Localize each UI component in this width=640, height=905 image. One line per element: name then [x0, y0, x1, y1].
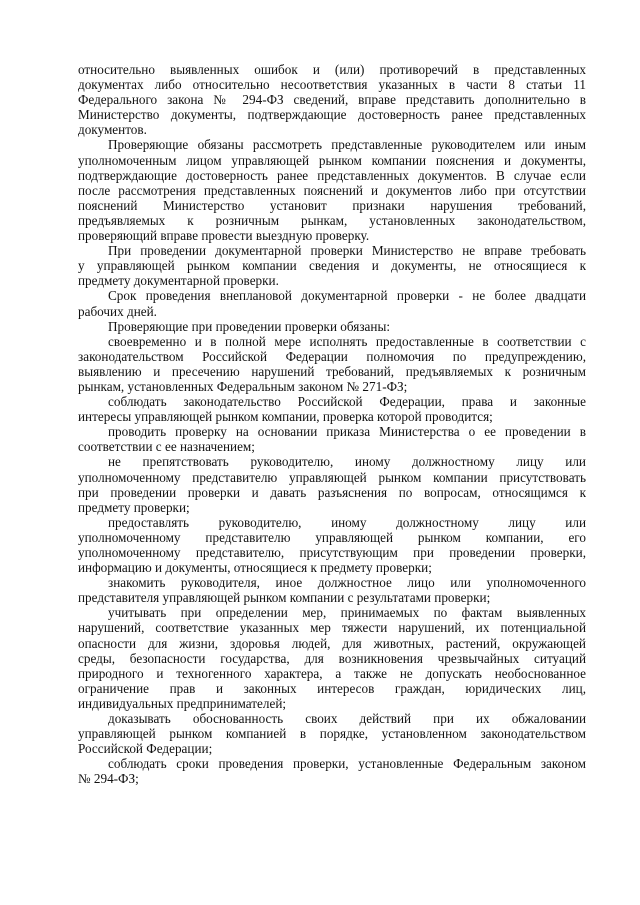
- paragraph: [78, 515, 586, 575]
- text-line: опасности для жизни, здоровья людей, для животных, растений, окружающей: [78, 635, 586, 651]
- text-line: выявлению и пресечению нарушений требований, предъявляемых к розничным: [78, 363, 586, 379]
- text-line: предоставлять руководителю, иному должностному лицу или: [108, 514, 586, 530]
- text-line: предъявляемых к розничным рынкам, установленных законодательством,: [78, 212, 586, 228]
- text-line: природного и техногенного характера, а также не допускать необоснованное: [78, 665, 586, 681]
- paragraph: [78, 288, 586, 318]
- text-line: Проверяющие обязаны рассмотреть представленные руководителем или иным: [108, 137, 586, 153]
- text-line: индивидуальных предпринимателей;: [78, 695, 287, 711]
- text-line: пояснений Министерство установит признаки нарушения требований,: [78, 197, 586, 213]
- text-line: относительно выявленных ошибок и (или) противоречий в представленных: [78, 62, 586, 77]
- text-line: документах либо относительно несоответствия указанных в части 8 статьи 11: [78, 77, 586, 93]
- text-line: уполномоченным лицом управляющей рынком компании пояснения и документы,: [78, 152, 586, 168]
- text-line: соблюдать законодательство Российской Федерации, права и законные: [108, 394, 586, 410]
- text-line: у управляющей рынком компании сведения и документы, не относящиеся к: [78, 258, 586, 274]
- text-line: При проведении документарной проверки Министерство не вправе требовать: [108, 243, 586, 259]
- text-line: предмету документарной проверки.: [78, 273, 279, 289]
- text-line: Федерального закона № 294-ФЗ сведений, вправе представить дополнительно в: [78, 92, 586, 108]
- paragraph: [78, 575, 586, 605]
- text-line: учитывать при определении мер, принимаемых по фактам выявленных: [108, 605, 586, 621]
- text-line: интересы управляющей рынком компании, проверка которой проводится;: [78, 409, 493, 425]
- paragraph: [78, 605, 586, 711]
- text-line: рабочих дней.: [78, 303, 157, 319]
- text-line: ограничение прав и законных интересов граждан, юридических лиц,: [78, 680, 586, 696]
- text-line: уполномоченному представителю управляющей рынком компании, его: [78, 529, 586, 545]
- text-line: Российской Федерации;: [78, 741, 213, 757]
- text-line: после рассмотрения представленных пояснений и документов либо при отсутствии: [78, 182, 586, 198]
- paragraph: [78, 319, 586, 334]
- text-line: проводить проверку на основании приказа Министерства о ее проведении в: [108, 424, 586, 440]
- text-line: Министерство документы, подтверждающие достоверность ранее представленных: [78, 107, 586, 123]
- text-line: Срок проведения внеплановой документарной проверки - не более двадцати: [108, 288, 586, 304]
- paragraph: [78, 334, 586, 394]
- text-line: не препятствовать руководителю, иному должностному лицу или: [108, 454, 586, 470]
- text-line: уполномоченному представителю, присутствующим при проведении проверки,: [78, 545, 586, 560]
- text-line: Проверяющие при проведении проверки обязаны:: [108, 318, 390, 334]
- text-line: уполномоченному представителю управляющей рынком компании присутствовать: [78, 469, 586, 485]
- text-line: рынкам, установленных Федеральным законом № 271-ФЗ;: [78, 378, 408, 394]
- paragraph: [78, 137, 586, 243]
- text-line: законодательством Российской Федерации полномочия по предупреждению,: [78, 348, 586, 364]
- text-line: предмету проверки;: [78, 499, 190, 515]
- text-line: представителя управляющей рынком компании с результатами проверки;: [78, 590, 491, 606]
- text-line: доказывать обоснованность своих действий при их обжаловании: [108, 711, 586, 727]
- text-line: соответствии с ее назначением;: [78, 439, 255, 455]
- paragraph: [78, 454, 586, 514]
- text-line: подтверждающие достоверность ранее представленных документов. В случае если: [78, 167, 586, 183]
- document-body: [78, 62, 586, 787]
- paragraph: [78, 394, 586, 424]
- paragraph: [78, 62, 586, 137]
- text-line: знакомить руководителя, иное должностное лицо или уполномоченного: [108, 575, 586, 591]
- text-line: № 294-ФЗ;: [78, 771, 139, 787]
- paragraph: [78, 424, 586, 454]
- text-line: среды, безопасности государства, для возникновения чрезвычайных ситуаций: [78, 650, 586, 666]
- text-line: при проведении проверки и давать разъяснения по вопросам, относящимся к: [78, 484, 586, 500]
- paragraph: [78, 711, 586, 756]
- paragraph: [78, 243, 586, 288]
- text-line: нарушений, соответствие указанных мер тяжести нарушений, их потенциальной: [78, 620, 586, 636]
- text-line: управляющей рынком компанией в порядке, установленном законодательством: [78, 726, 586, 742]
- text-line: своевременно и в полной мере исполнять предоставленные в соответствии с: [108, 333, 586, 349]
- paragraph: [78, 756, 586, 786]
- text-line: соблюдать сроки проведения проверки, установленные Федеральным законом: [108, 756, 586, 772]
- text-line: информацию и документы, относящиеся к предмету проверки;: [78, 560, 432, 576]
- text-line: проверяющий вправе провести выездную проверку.: [78, 228, 370, 244]
- text-line: документов.: [78, 122, 147, 138]
